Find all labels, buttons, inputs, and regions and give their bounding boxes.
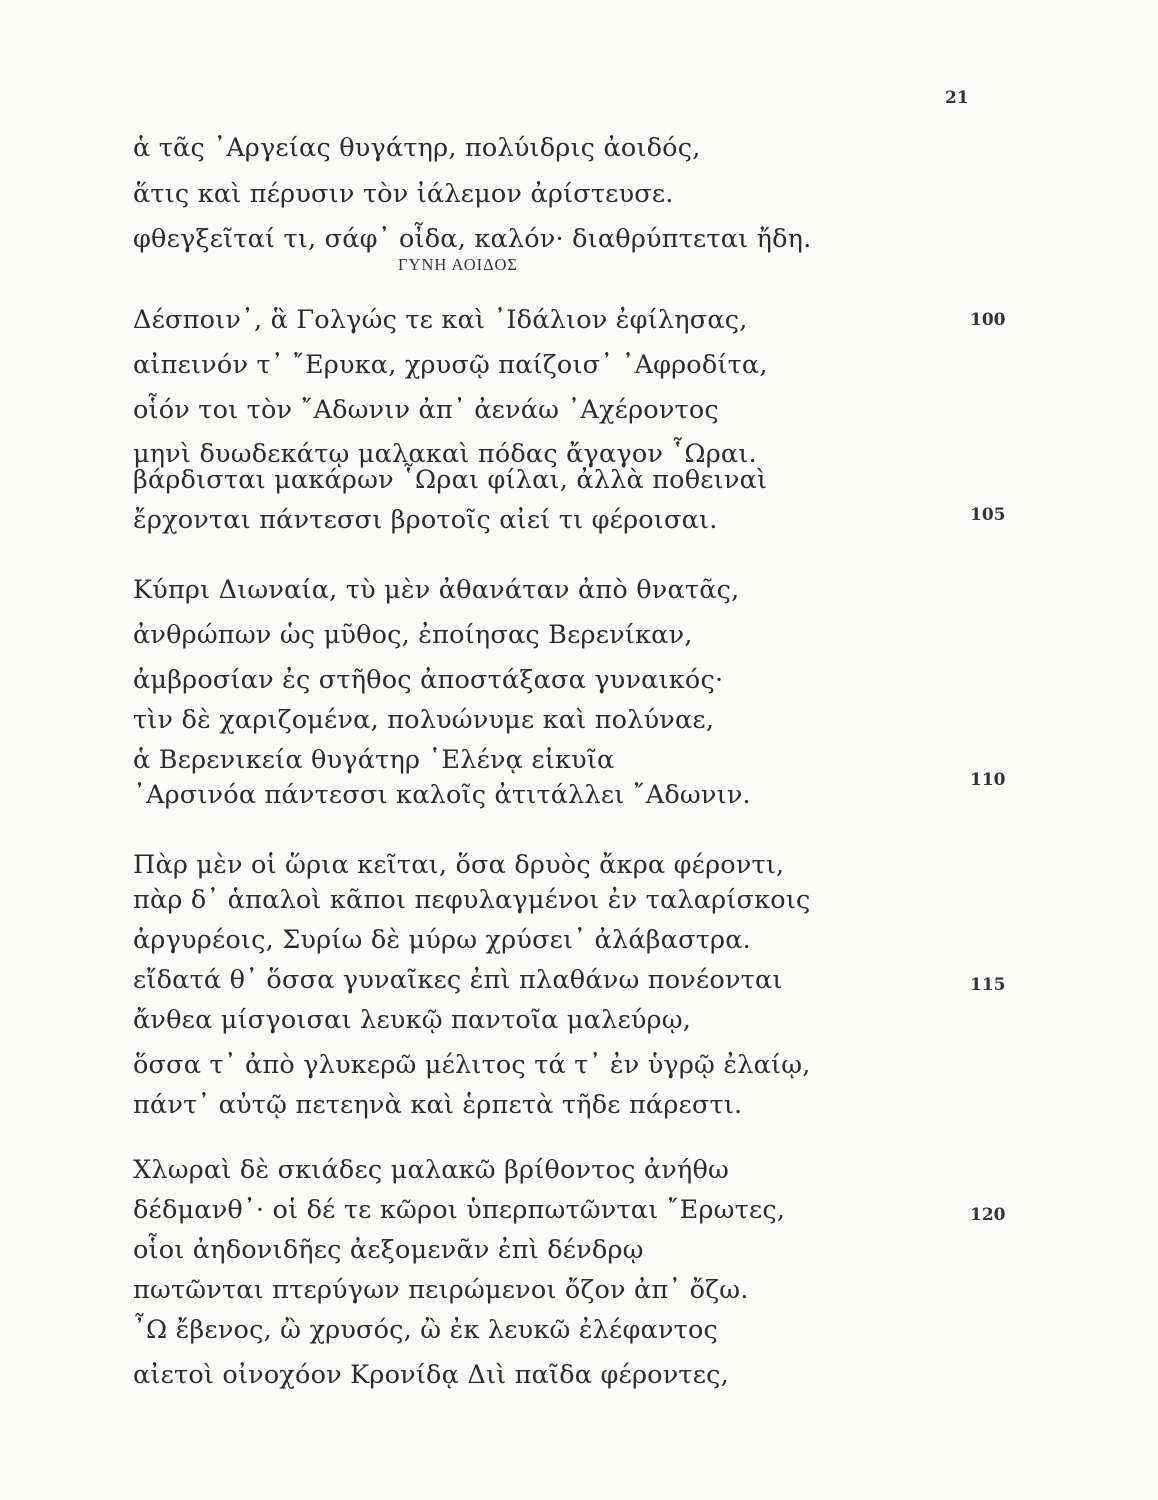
verse-line: πωτῶνται πτερύγων πειρώμενοι ὄζον ἀπ᾽ ὄζω. [133, 1275, 749, 1305]
verse-line: ὅσσα τ᾽ ἀπὸ γλυκερῶ μέλιτος τά τ᾽ ἐν ὑγρῷ ἐλαίῳ, [133, 1050, 811, 1080]
verse-line: Χλωραὶ δὲ σκιάδες μαλακῶ βρίθοντος ἀνήθω [133, 1155, 730, 1185]
verse-line: βάρδισται μακάρων ῟Ωραι φίλαι, ἀλλὰ ποθειναὶ [133, 465, 768, 495]
verse-line: ἔρχονται πάντεσσι βροτοῖς αἰεί τι φέροισαι. [133, 505, 718, 535]
verse-line: Κύπρι Διωναία, τὺ μὲν ἀθανάταν ἀπὸ θνατᾶς, [133, 575, 740, 605]
verse-line: οἷοι ἀηδονιδῆες ἀεξομενᾶν ἐπὶ δένδρῳ [133, 1235, 644, 1265]
verse-line: φθεγξεῖταί τι, σάφ᾽ οἶδα, καλόν· διαθρύπτεται ἤδη. [133, 224, 812, 254]
verse-line: Πὰρ μὲν οἱ ὥρια κεῖται, ὅσα δρυὸς ἄκρα φέροντι, [133, 850, 785, 880]
line-number: 120 [970, 1205, 1006, 1225]
verse-line: οἷόν τοι τὸν ῎Αδωνιν ἀπ᾽ ἀενάω ᾿Αχέροντος [133, 395, 719, 425]
line-number: 115 [970, 975, 1006, 995]
verse-line: πὰρ δ᾽ ἁπαλοὶ κᾶποι πεφυλαγμένοι ἐν ταλαρίσκοις [133, 885, 811, 915]
verse-line: ἄνθεα μίσγοισαι λευκῷ παντοῖα μαλεύρῳ, [133, 1005, 692, 1035]
line-number: 105 [970, 505, 1006, 525]
speaker-heading: ΓΥΝΗ ΑΟΙΔΟΣ [398, 255, 518, 274]
verse-line: τὶν δὲ χαριζομένα, πολυώνυμε καὶ πολύναε, [133, 705, 715, 735]
verse-line: ἅτις καὶ πέρυσιν τὸν ἰάλεμον ἀρίστευσε. [133, 179, 674, 209]
verse-line: αἰπεινόν τ᾽ ῎Ερυκα, χρυσῷ παίζοισ᾽ ᾿Αφροδίτα, [133, 350, 768, 380]
line-number: 110 [970, 770, 1006, 790]
verse-line: μηνὶ δυωδεκάτῳ μαλακαὶ πόδας ἄγαγον ῟Ωραι. [133, 439, 757, 469]
page-number: 21 [945, 88, 969, 108]
verse-line: Δέσποιν᾽, ἃ Γολγώς τε καὶ ᾿Ιδάλιον ἐφίλησας, [133, 305, 748, 335]
verse-line: δέδμανθ᾽· οἱ δέ τε κῶροι ὑπερπωτῶνται ῎Ερωτες, [133, 1195, 786, 1225]
verse-line: ἁ Βερενικεία θυγάτηρ ῾Ελένᾳ εἰκυῖα [133, 745, 615, 775]
verse-line: ἁ τᾶς ᾿Αργείας θυγάτηρ, πολύιδρις ἀοιδός, [133, 133, 701, 163]
verse-line: ἀνθρώπων ὡς μῦθος, ἐποίησας Βερενίκαν, [133, 620, 693, 650]
line-number: 100 [970, 310, 1006, 330]
verse-line: πάντ᾽ αὐτῷ πετεηνὰ καὶ ἑρπετὰ τῆδε πάρεστι. [133, 1090, 743, 1120]
verse-line: ἀργυρέοις, Συρίω δὲ μύρω χρύσει᾽ ἀλάβαστρα. [133, 925, 751, 955]
verse-line: αἰετοὶ οἰνοχόον Κρονίδᾳ Διὶ παῖδα φέροντες, [133, 1360, 729, 1390]
verse-line: ᾿Αρσινόα πάντεσσι καλοῖς ἀτιτάλλει ῎Αδωνιν. [133, 780, 751, 810]
verse-line: εἴδατά θ᾽ ὅσσα γυναῖκες ἐπὶ πλαθάνω πονέονται [133, 965, 783, 995]
verse-line: ἀμβροσίαν ἐς στῆθος ἀποστάξασα γυναικός· [133, 665, 724, 695]
verse-line: ῏Ω ἔβενος, ὢ χρυσός, ὢ ἐκ λευκῶ ἐλέφαντος [133, 1315, 718, 1345]
